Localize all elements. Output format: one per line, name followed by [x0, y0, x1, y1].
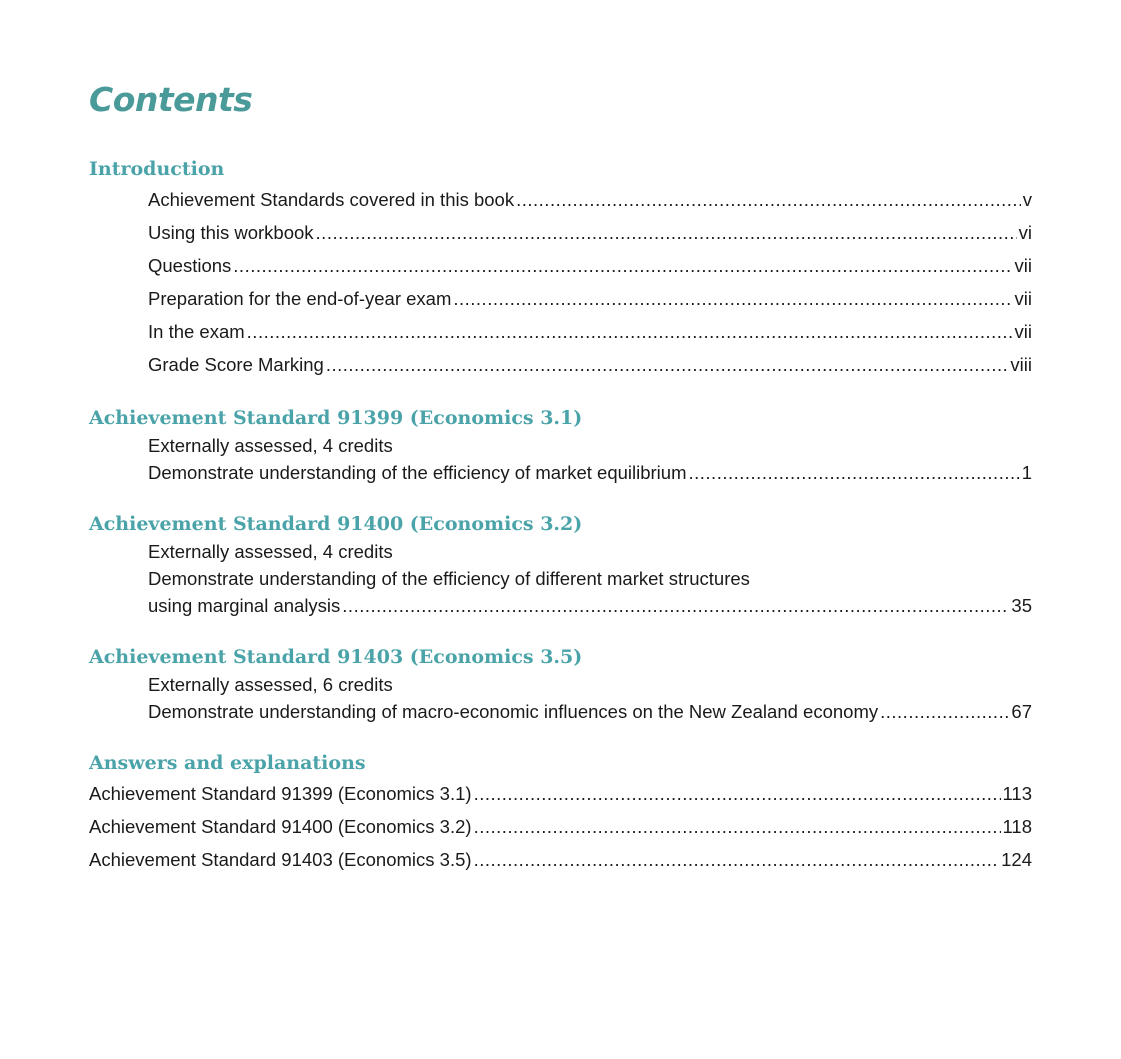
page-title: Contents: [89, 80, 253, 119]
section-heading: Introduction: [89, 158, 225, 180]
dot-leader: [233, 249, 1012, 282]
toc-entry-label: Using this workbook: [148, 222, 314, 243]
toc-entry[interactable]: [89, 592, 1032, 620]
toc-entry[interactable]: [89, 843, 1032, 876]
toc-page-number: 35: [1011, 595, 1032, 616]
dot-leader: [516, 183, 1021, 216]
toc-entry-label: Preparation for the end-of-year exam: [148, 288, 452, 309]
toc-entry-label-line: Demonstrate understanding of the efficiency of different market structures: [148, 568, 750, 589]
section-heading: Achievement Standard 91403 (Economics 3.5): [89, 646, 583, 668]
toc-page-number: 118: [1002, 816, 1032, 837]
toc-entry-label: Demonstrate understanding of the efficiency of market equilibrium: [148, 462, 687, 483]
section-as91399: [89, 404, 1032, 487]
section-as91400: [89, 510, 1032, 620]
dot-leader: [474, 810, 1001, 843]
toc-entry-label: In the exam: [148, 321, 245, 342]
toc-entry[interactable]: [89, 810, 1032, 843]
dot-leader: [474, 777, 1001, 810]
dot-leader: [342, 592, 1009, 620]
assessment-note: Externally assessed, 6 credits: [148, 674, 393, 695]
toc-entry[interactable]: [89, 459, 1032, 487]
assessment-note: Externally assessed, 4 credits: [148, 541, 393, 562]
section-answers: [89, 749, 1032, 876]
section-introduction: [89, 155, 1032, 381]
toc-entry-label: Achievement Standards covered in this book: [148, 189, 515, 210]
toc-page-number: 113: [1002, 783, 1032, 804]
toc-page-number: vii: [1014, 255, 1032, 276]
toc-page-number: vii: [1014, 321, 1032, 342]
toc-entry[interactable]: [89, 777, 1032, 810]
dot-leader: [326, 348, 1009, 381]
dot-leader: [474, 843, 1000, 876]
toc-entry[interactable]: [89, 282, 1032, 315]
toc-entry-label: Grade Score Marking: [148, 354, 324, 375]
toc-page-number: viii: [1010, 354, 1032, 375]
toc-page-number: 124: [1001, 849, 1032, 870]
toc-entry[interactable]: [89, 315, 1032, 348]
toc-entry-label: Achievement Standard 91403 (Economics 3.5): [89, 849, 472, 870]
table-of-contents: [89, 155, 1032, 899]
dot-leader: [453, 282, 1012, 315]
toc-entry[interactable]: [89, 183, 1032, 216]
dot-leader: [247, 315, 1013, 348]
toc-page-number: 1: [1021, 462, 1032, 483]
toc-page-number: vii: [1014, 288, 1032, 309]
section-heading: Achievement Standard 91400 (Economics 3.2): [89, 513, 583, 535]
section-heading: Achievement Standard 91399 (Economics 3.1): [89, 407, 583, 429]
toc-entry[interactable]: [89, 698, 1032, 726]
toc-entry-label: Demonstrate understanding of macro-economic influences on the New Zealand economy: [148, 701, 879, 722]
toc-page-number: v: [1022, 189, 1032, 210]
section-heading: Answers and explanations: [89, 752, 366, 774]
toc-entry-label: Achievement Standard 91400 (Economics 3.2): [89, 816, 472, 837]
toc-page-number: 67: [1011, 701, 1032, 722]
dot-leader: [689, 459, 1020, 487]
toc-entry[interactable]: [89, 216, 1032, 249]
section-as91403: [89, 643, 1032, 726]
dot-leader: [880, 698, 1009, 726]
toc-page-number: vi: [1018, 222, 1032, 243]
toc-entry-label: using marginal analysis: [148, 595, 341, 616]
toc-entry[interactable]: [89, 348, 1032, 381]
toc-entry-label: Questions: [148, 255, 232, 276]
dot-leader: [316, 216, 1017, 249]
toc-entry-label: Achievement Standard 91399 (Economics 3.1): [89, 783, 472, 804]
toc-entry[interactable]: [89, 249, 1032, 282]
assessment-note: Externally assessed, 4 credits: [148, 435, 393, 456]
